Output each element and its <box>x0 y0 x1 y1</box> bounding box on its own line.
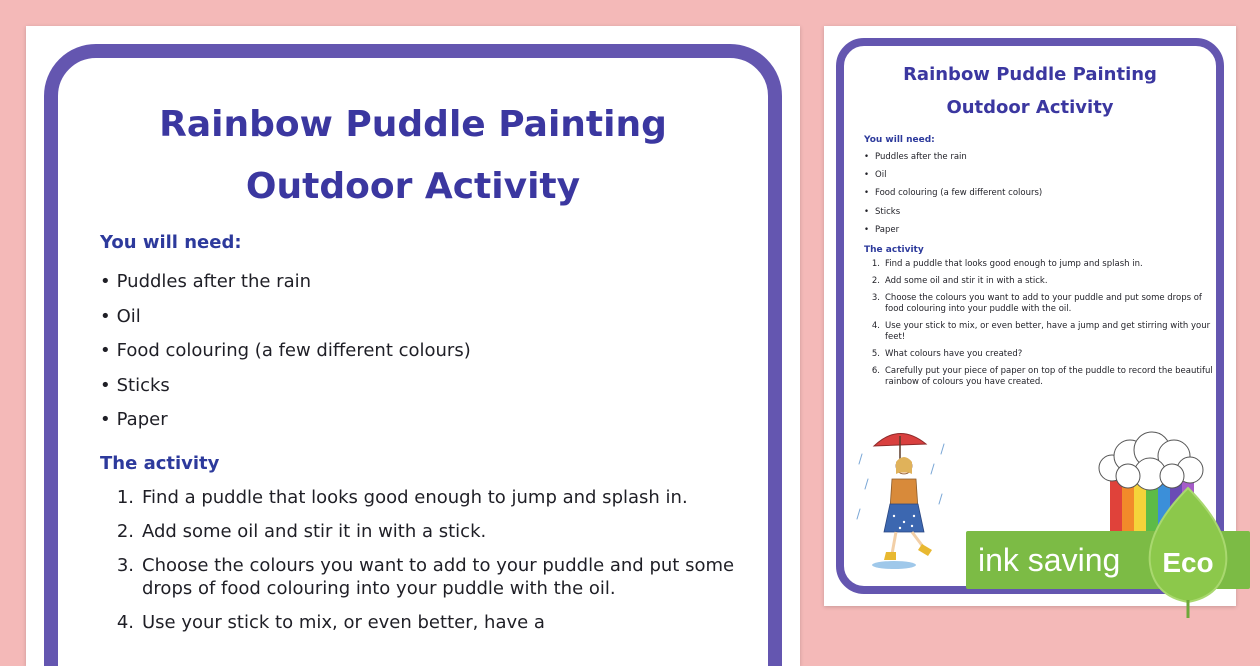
step-number: 1. <box>871 259 880 270</box>
list-item: • Oil <box>100 300 740 335</box>
activity-steps <box>100 486 740 634</box>
needs-list <box>864 148 1214 239</box>
worksheet-title <box>824 58 1236 124</box>
step-number: 3. <box>116 554 134 576</box>
step-number: 1. <box>116 486 134 508</box>
step-number: 3. <box>871 293 880 304</box>
list-item: • Sticks <box>100 369 740 404</box>
step-number: 2. <box>871 276 880 287</box>
eco-label: Eco <box>1162 547 1214 578</box>
step-text: Find a puddle that looks good enough to jump and splash in. <box>142 486 688 508</box>
title-line-2: Outdoor Activity <box>245 166 581 207</box>
list-item: • Paper <box>100 403 740 438</box>
step-number: 4. <box>116 611 134 633</box>
step-item <box>100 554 740 600</box>
title-line-1: Rainbow Puddle Painting <box>903 64 1157 85</box>
step-text: Choose the colours you want to add to your puddle and put some drops of food colouring into your puddle with the oil. <box>142 554 735 599</box>
step-number: 5. <box>871 349 880 360</box>
step-item <box>864 276 1214 287</box>
list-item: • Oil <box>864 166 1214 184</box>
girl-with-umbrella-illustration <box>854 424 954 574</box>
activity-heading: The activity <box>864 245 924 256</box>
step-text: Add some oil and stir it in with a stick. <box>885 276 1048 287</box>
step-number: 4. <box>871 321 880 332</box>
title-line-1: Rainbow Puddle Painting <box>159 104 667 145</box>
needs-heading: You will need: <box>864 135 935 145</box>
step-text: Carefully put your piece of paper on top of the puddle to record the beautiful rainbow of colours you have created. <box>885 366 1213 388</box>
step-item <box>864 293 1214 315</box>
step-item <box>100 611 740 634</box>
step-item <box>100 486 740 509</box>
step-text: Use your stick to mix, or even better, have a jump and get stirring with your feet! <box>885 321 1211 343</box>
step-number: 2. <box>116 520 134 542</box>
step-number: 6. <box>871 366 880 377</box>
worksheet-content <box>100 231 740 645</box>
step-text: Find a puddle that looks good enough to jump and splash in. <box>885 259 1143 270</box>
step-item <box>864 259 1214 270</box>
list-item: • Puddles after the rain <box>864 148 1214 166</box>
worksheet-title <box>26 94 800 218</box>
eco-leaf-icon <box>1138 484 1238 620</box>
list-item: • Sticks <box>864 203 1214 221</box>
title-line-2: Outdoor Activity <box>946 97 1114 118</box>
list-item: • Food colouring (a few different colours) <box>864 184 1214 202</box>
activity-steps <box>864 259 1214 388</box>
worksheet-content <box>864 134 1214 394</box>
step-item <box>864 349 1214 360</box>
activity-heading: The activity <box>100 452 220 474</box>
list-item: • Food colouring (a few different colours) <box>100 334 740 369</box>
step-text: Add some oil and stir it in with a stick. <box>142 520 487 542</box>
list-item: • Puddles after the rain <box>100 265 740 300</box>
step-text: Choose the colours you want to add to your puddle and put some drops of food colouring into your puddle with the oil. <box>885 293 1202 315</box>
ink-saving-label: ink saving <box>978 542 1121 578</box>
needs-list <box>100 265 740 438</box>
list-item: • Paper <box>864 221 1214 239</box>
step-text: Use your stick to mix, or even better, have a <box>142 611 545 633</box>
step-item <box>864 366 1214 388</box>
needs-heading: You will need: <box>100 232 242 253</box>
step-item <box>864 321 1214 343</box>
worksheet-preview-large <box>26 26 800 666</box>
step-item <box>100 520 740 543</box>
step-text: What colours have you created? <box>885 349 1023 360</box>
